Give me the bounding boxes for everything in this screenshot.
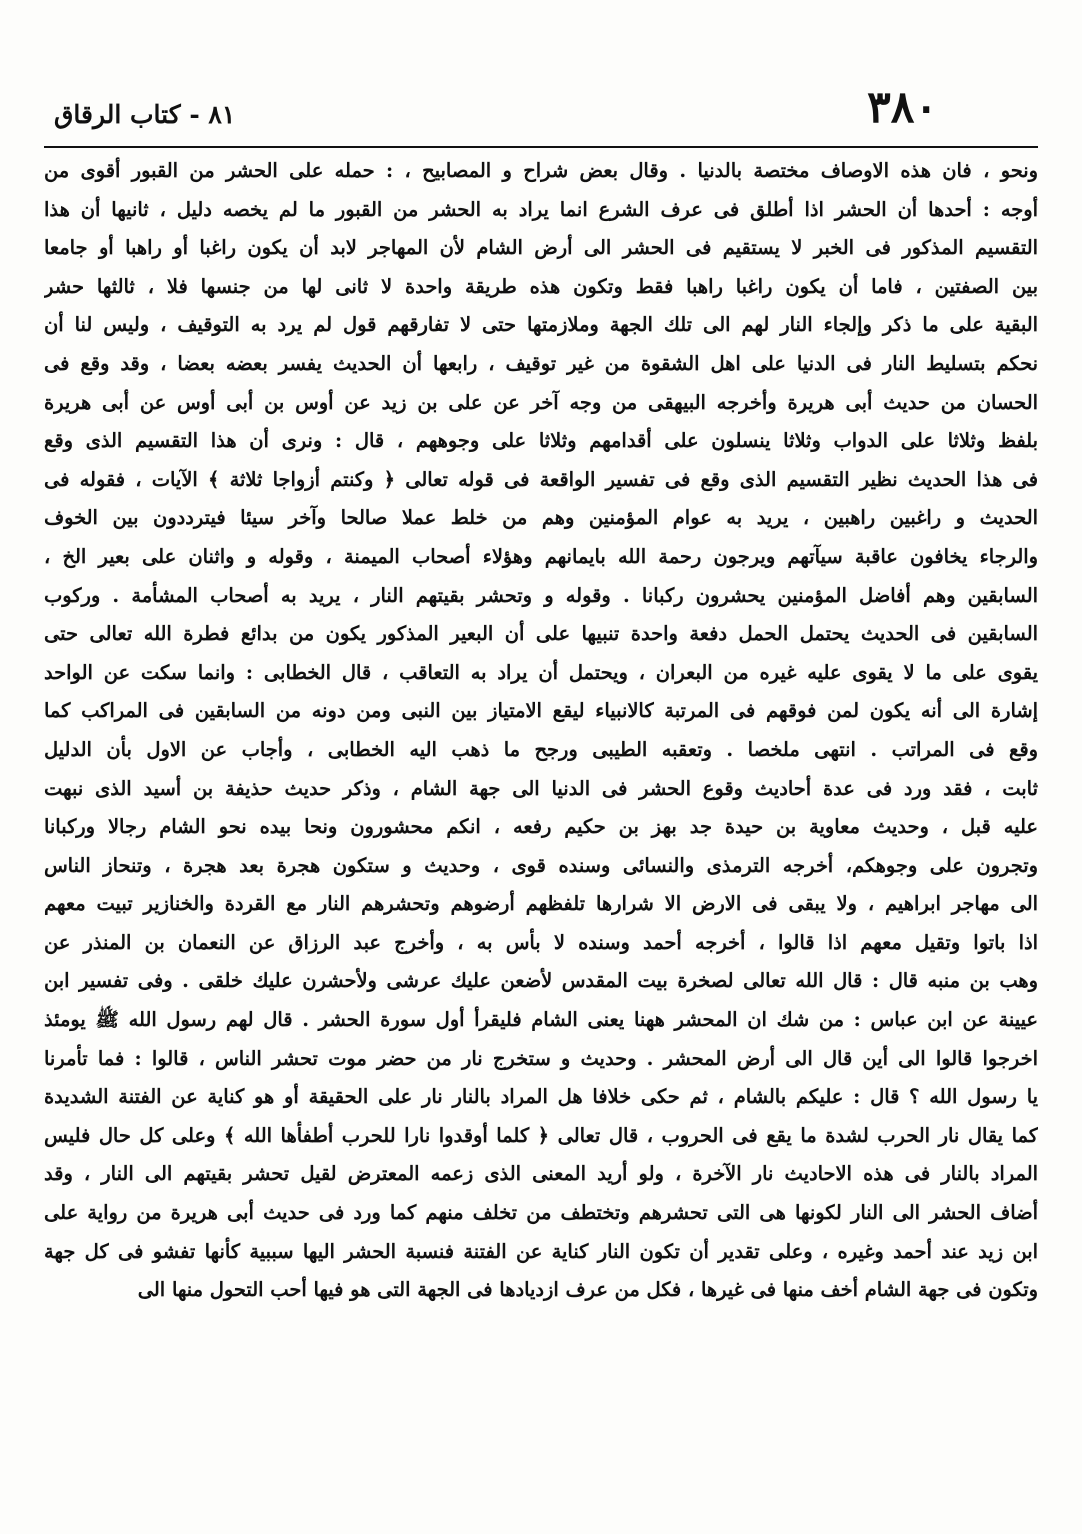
text-line: يا رسول الله ؟ قال : عليكم بالشام ، ثم حكى خلافا هل المراد بالنار نار على الحقيقة أو هو كناية عن الفتنة الشديدة — [44, 1085, 1038, 1109]
text-line: فى هذا الحديث نظير التقسيم الذى وقع فى تفسير الواقعة فى قوله تعالى ﴿ وكنتم أزواجا ثلاثة ﴾ الآيات ، فقوله فى — [44, 467, 1038, 491]
text-line: ونحو ، فان هذه الاوصاف مختصة بالدنيا . وقال بعض شراح و المصابيح ، : حمله على الحشر من القبور أقوى من — [44, 159, 1038, 182]
page-number: ٣٨٠ — [867, 82, 938, 133]
text-line: عيينة عن ابن عباس : من شك ان المحشر ههنا يعنى الشام فليقرأ أول سورة الحشر . قال لهم رسول الله ﷺ يومئذ — [44, 1008, 1038, 1032]
text-line: كما يقال نار الحرب لشدة ما يقع فى الحروب ، قال تعالى ﴿ كلما أوقدوا نارا للحرب أطفأها الله ﴾ وعلى كل حال فليس — [44, 1123, 1038, 1147]
text-line: أوجه : أحدها أن الحشر اذا أطلق فى عرف الشرع انما يراد به الحشر من القبور ما لم يخصه دليل ، ثانيها أن هذا — [44, 197, 1038, 221]
text-line: ابن زيد عند أحمد وغيره ، وعلى تقدير أن تكون النار كناية عن الفتنة فنسبة الحشر اليها سببية كأنها تفشو فى كل جهة — [44, 1239, 1038, 1263]
text-line: الحديث و راغبين راهبين ، يريد به عوام المؤمنين وهم من خلط عملا صالحا وآخر سيئا فيترددون بين الخوف — [44, 506, 1038, 530]
text-line: التقسيم المذكور فى الخبر لا يستقيم فى الحشر الى أرض الشام لأن المهاجر لابد أن يكون راغبا أو راهبا أو جامعا — [44, 236, 1038, 260]
text-line: إشارة الى أنه يكون لمن فوقهم فى المرتبة كالانبياء ليقع الامتياز بين النبى ومن دونه من السابقين فى المراكب كما — [44, 699, 1038, 723]
text-line: وتكون فى جهة الشام أخف منها فى غيرها ، فكل من عرف ازديادها فى الجهة التى هو فيها أحب التحول منها الى — [137, 1278, 1038, 1302]
page-header — [44, 82, 1038, 144]
text-line: ثابت ، فقد ورد فى عدة أحاديث وقوع الحشر فى الدنيا الى جهة الشام ، وذكر حديث حذيفة بن أسيد الذى نبهت — [44, 776, 1038, 800]
body-text — [44, 152, 1038, 1310]
text-line: السابقين وهم أفاضل المؤمنين يحشرون ركبانا . وقوله و وتحشر بقيتهم النار ، يريد به أصحاب المشأمة . وركوب — [44, 583, 1038, 607]
text-line: المراد بالنار فى هذه الاحاديث نار الآخرة ، ولو أريد المعنى الذى زعمه المعترض لقيل تحشر بقيتهم الى النار ، وقد — [44, 1162, 1038, 1186]
text-line: السابقين فى الحديث يحتمل الحمل دفعة واحدة تنبيها على أن البعير المذكور يكون من بدائع فطرة الله تعالى حتى — [44, 622, 1038, 646]
text-line: أضاف الحشر الى النار لكونها هى التى تحشرهم وتختطف من تخلف منهم كما ورد فى حديث أبى هريرة من رواية على — [44, 1201, 1038, 1225]
text-line: اخرجوا قالوا الى أين قال الى أرض المحشر . وحديث و ستخرج نار من حضر موت تحشر الناس ، قالوا : فما تأمرنا — [44, 1046, 1038, 1070]
text-line: اذا باتوا وتقيل معهم اذا قالوا ، أخرجه أحمد وسنده لا بأس به ، وأخرج عبد الرزاق عن النعمان بن المنذر عن — [44, 930, 1038, 954]
text-line: بين الصفتين ، فاما أن يكون راغبا راهبا فقط وتكون هذه طريقة واحدة لا ثانى لها من جنسها فلا ، ثالثها حشر — [44, 274, 1038, 298]
text-line: يقوى على ما لا يقوى عليه غيره من البعران ، ويحتمل أن يراد به التعاقب ، قال الخطابى : وانما سكت عن الواحد — [44, 660, 1038, 684]
text-line: وهب بن منبه قال : قال الله تعالى لصخرة بيت المقدس لأضعن عليك عرشى ولأحشرن عليك خلقى . وفى تفسير ابن — [44, 969, 1038, 993]
text-line: الى مهاجر ابراهيم ، ولا يبقى فى الارض الا شرارها تلفظهم أرضوهم وتحشرهم النار مع القردة والخنازير تبيت معهم — [44, 892, 1038, 916]
text-line: البقية على ما ذكر وإلجاء النار لهم الى تلك الجهة وملازمتها حتى لا تفارقهم قول لم يرد به التوقيف ، وليس لنا أن — [44, 313, 1038, 337]
text-line: نحكم بتسليط النار فى الدنيا على اهل الشقوة من غير توقيف ، رابعها أن الحديث يفسر بعضه بعضا ، وقد وقع فى — [44, 351, 1038, 375]
text-line: وقع فى المراتب . انتهى ملخصا . وتعقبه الطيبى ورجح ما ذهب اليه الخطابى ، وأجاب عن الاول بأن الدليل — [44, 737, 1038, 761]
text-line: الحسان من حديث أبى هريرة وأخرجه البيهقى من وجه آخر عن على بن زيد عن أوس بن أبى أوس عن أبى هريرة — [44, 390, 1038, 414]
running-title: ٨١ - كتاب الرقاق — [54, 100, 236, 129]
text-line: والرجاء يخافون عاقبة سيآتهم ويرجون رحمة الله بايمانهم وهؤلاء أصحاب الميمنة ، وقوله و واثنان على بعير الخ ، — [44, 544, 1038, 568]
text-line: بلفظ وثلاثا على الدواب وثلاثا ينسلون على أقدامهم وثلاثا على وجوههم ، قال : ونرى أن هذا التقسيم الذى وقع — [44, 429, 1038, 453]
header-rule — [44, 146, 1038, 148]
text-line: وتجرون على وجوهكم، أخرجه الترمذى والنسائى وسنده قوى ، وحديث و ستكون هجرة بعد هجرة ، وتنحاز الناس — [44, 853, 1038, 877]
text-line: عليه قبل ، وحديث معاوية بن حيدة جد بهز بن حكيم رفعه ، انكم محشورون ونحا بيده نحو الشام رجالا وركبانا — [44, 815, 1038, 839]
